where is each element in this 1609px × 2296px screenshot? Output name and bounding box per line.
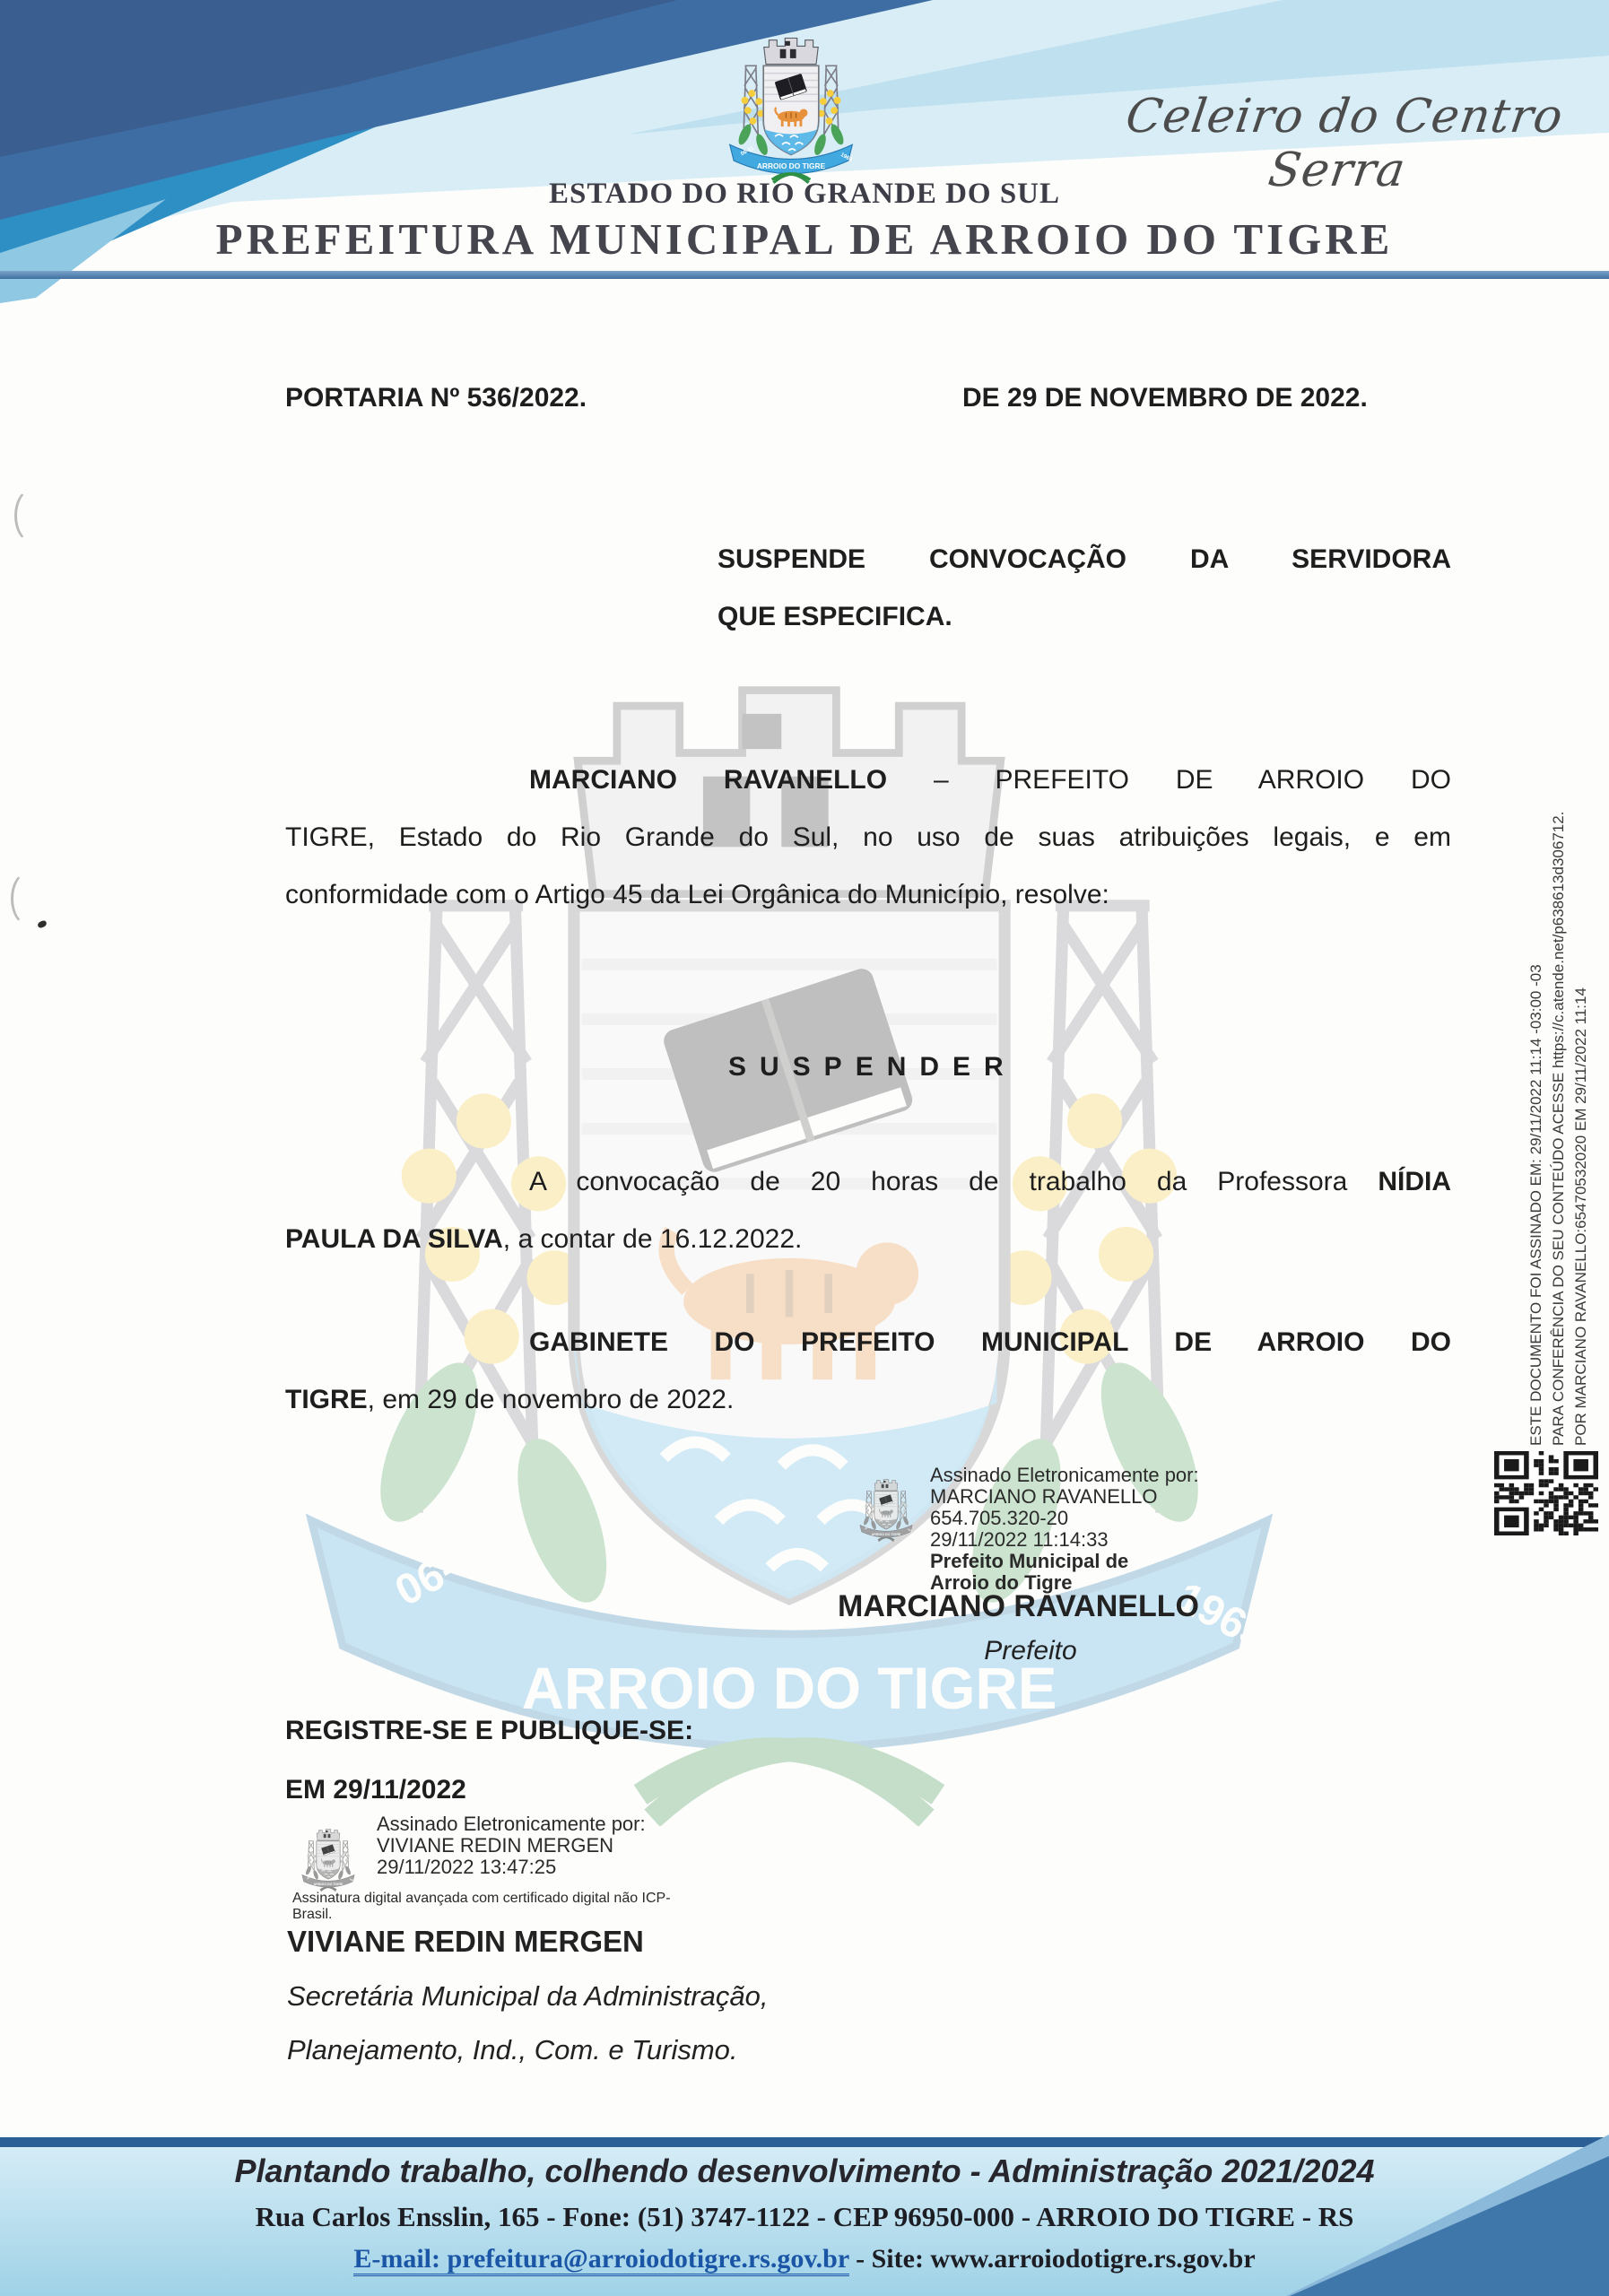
qr-code <box>1494 1451 1598 1535</box>
preamble-paragraph <box>285 752 1451 924</box>
municipal-crest <box>716 18 866 184</box>
stamp-signed-by: Assinado Eletronicamente por: <box>930 1464 1199 1486</box>
footer-email-link[interactable]: E-mail: prefeitura@arroiodotigre.rs.gov.br <box>353 2244 848 2276</box>
stamp-role-1: Prefeito Municipal de <box>930 1550 1129 1572</box>
mayor-name-inline: MARCIANO RAVANELLO <box>529 765 888 795</box>
header-rule <box>0 271 1609 279</box>
verification-line-1: ESTE DOCUMENTO FOI ASSINADO EM: 29/11/2022 11:14 -03:00 -03 <box>1527 964 1544 1446</box>
summary-block <box>718 531 1451 646</box>
mayor-stamp <box>930 1465 1199 1594</box>
punch-hole-mark <box>14 489 49 543</box>
scan-speck <box>37 920 48 929</box>
page-title: PREFEITURA MUNICIPAL DE ARROIO DO TIGRE <box>215 214 1394 264</box>
footer-site: - Site: www.arroiodotigre.rs.gov.br <box>848 2244 1256 2274</box>
resolution-paragraph <box>285 1153 1451 1268</box>
mayor-stamp-crest-icon <box>854 1471 918 1542</box>
gabinete-paragraph <box>285 1314 1451 1429</box>
preamble-line-3: conformidade com o Artigo 45 da Lei Orgânica do Município, resolve: <box>285 880 1109 909</box>
portaria-date: DE 29 DE NOVEMBRO DE 2022. <box>962 383 1368 413</box>
secretary-signature-name: VIVIANE REDIN MERGEN <box>287 1925 644 1958</box>
stamp-name: MARCIANO RAVANELLO <box>930 1485 1158 1508</box>
verification-sidebar <box>1525 755 1592 1446</box>
stamp-cpf: 654.705.320-20 <box>930 1507 1069 1529</box>
gabinete-line-2: TIGRE, em 29 de novembro de 2022. <box>285 1385 735 1414</box>
footer-slogan: Plantando trabalho, colhendo desenvolvimento - Administração 2021/2024 <box>234 2152 1375 2189</box>
gabinete-line-1: GABINETE DO PREFEITO MUNICIPAL DE ARROIO DO <box>529 1327 1451 1357</box>
footer-address: Rua Carlos Ensslin, 165 - Fone: (51) 3747-1122 - CEP 96950-000 - ARROIO DO TIGRE - RS <box>255 2201 1354 2232</box>
secretary-stamp-crest-icon <box>296 1821 361 1892</box>
stamp-signed-by: Assinado Eletronicamente por: <box>377 1813 646 1835</box>
em-date-line: EM 29/11/2022 <box>285 1775 466 1805</box>
state-line: ESTADO DO RIO GRANDE DO SUL <box>548 178 1061 210</box>
mayor-signature-role: Prefeito <box>984 1636 1077 1665</box>
preamble-line-2: TIGRE, Estado do Rio Grande do Sul, no uso de suas atribuições legais, e em <box>285 822 1451 852</box>
resolution-heading: SUSPENDER <box>728 1052 1017 1082</box>
registre-line: REGISTRE-SE E PUBLIQUE-SE: <box>285 1716 694 1745</box>
portaria-number: PORTARIA Nº 536/2022. <box>285 383 587 413</box>
stamp-name: VIVIANE REDIN MERGEN <box>377 1834 614 1857</box>
resolution-line-1: A convocação de 20 horas de trabalho da Professora NÍDIA <box>529 1167 1451 1196</box>
stamp-datetime: 29/11/2022 11:14:33 <box>930 1528 1109 1551</box>
motto-script: Celeiro do Centro Serra <box>1122 90 1567 197</box>
secretary-stamp <box>377 1813 646 1878</box>
stamp-datetime: 29/11/2022 13:47:25 <box>377 1856 557 1878</box>
secretary-role-1: Secretária Municipal da Administração, <box>287 1980 769 2012</box>
preamble-line-1: MARCIANO RAVANELLO – PREFEITO DE ARROIO DO <box>529 765 1451 795</box>
summary-line-1: SUSPENDE CONVOCAÇÃO DA SERVIDORA <box>718 544 1451 574</box>
summary-line-2: QUE ESPECIFICA. <box>718 602 952 631</box>
resolution-line-2: PAULA DA SILVA, a contar de 16.12.2022. <box>285 1224 803 1254</box>
stamp-disclaimer: Assinatura digital avançada com certificado digital não ICP- Brasil. <box>292 1891 671 1922</box>
verification-line-2: PARA CONFERÊNCIA DO SEU CONTEÚDO ACESSE https://c.atende.net/p638613d306712. <box>1550 811 1567 1446</box>
secretary-role-2: Planejamento, Ind., Com. e Turismo. <box>287 2034 738 2066</box>
stamp-role-2: Arroio do Tigre <box>930 1571 1073 1594</box>
verification-line-3: POR MARCIANO RAVANELLO:65470532020 EM 29/11/2022 11:14 <box>1572 987 1589 1446</box>
footer-contact <box>0 2244 1609 2274</box>
punch-hole-mark <box>11 872 46 926</box>
mayor-signature-name: MARCIANO RAVANELLO <box>838 1589 1199 1623</box>
